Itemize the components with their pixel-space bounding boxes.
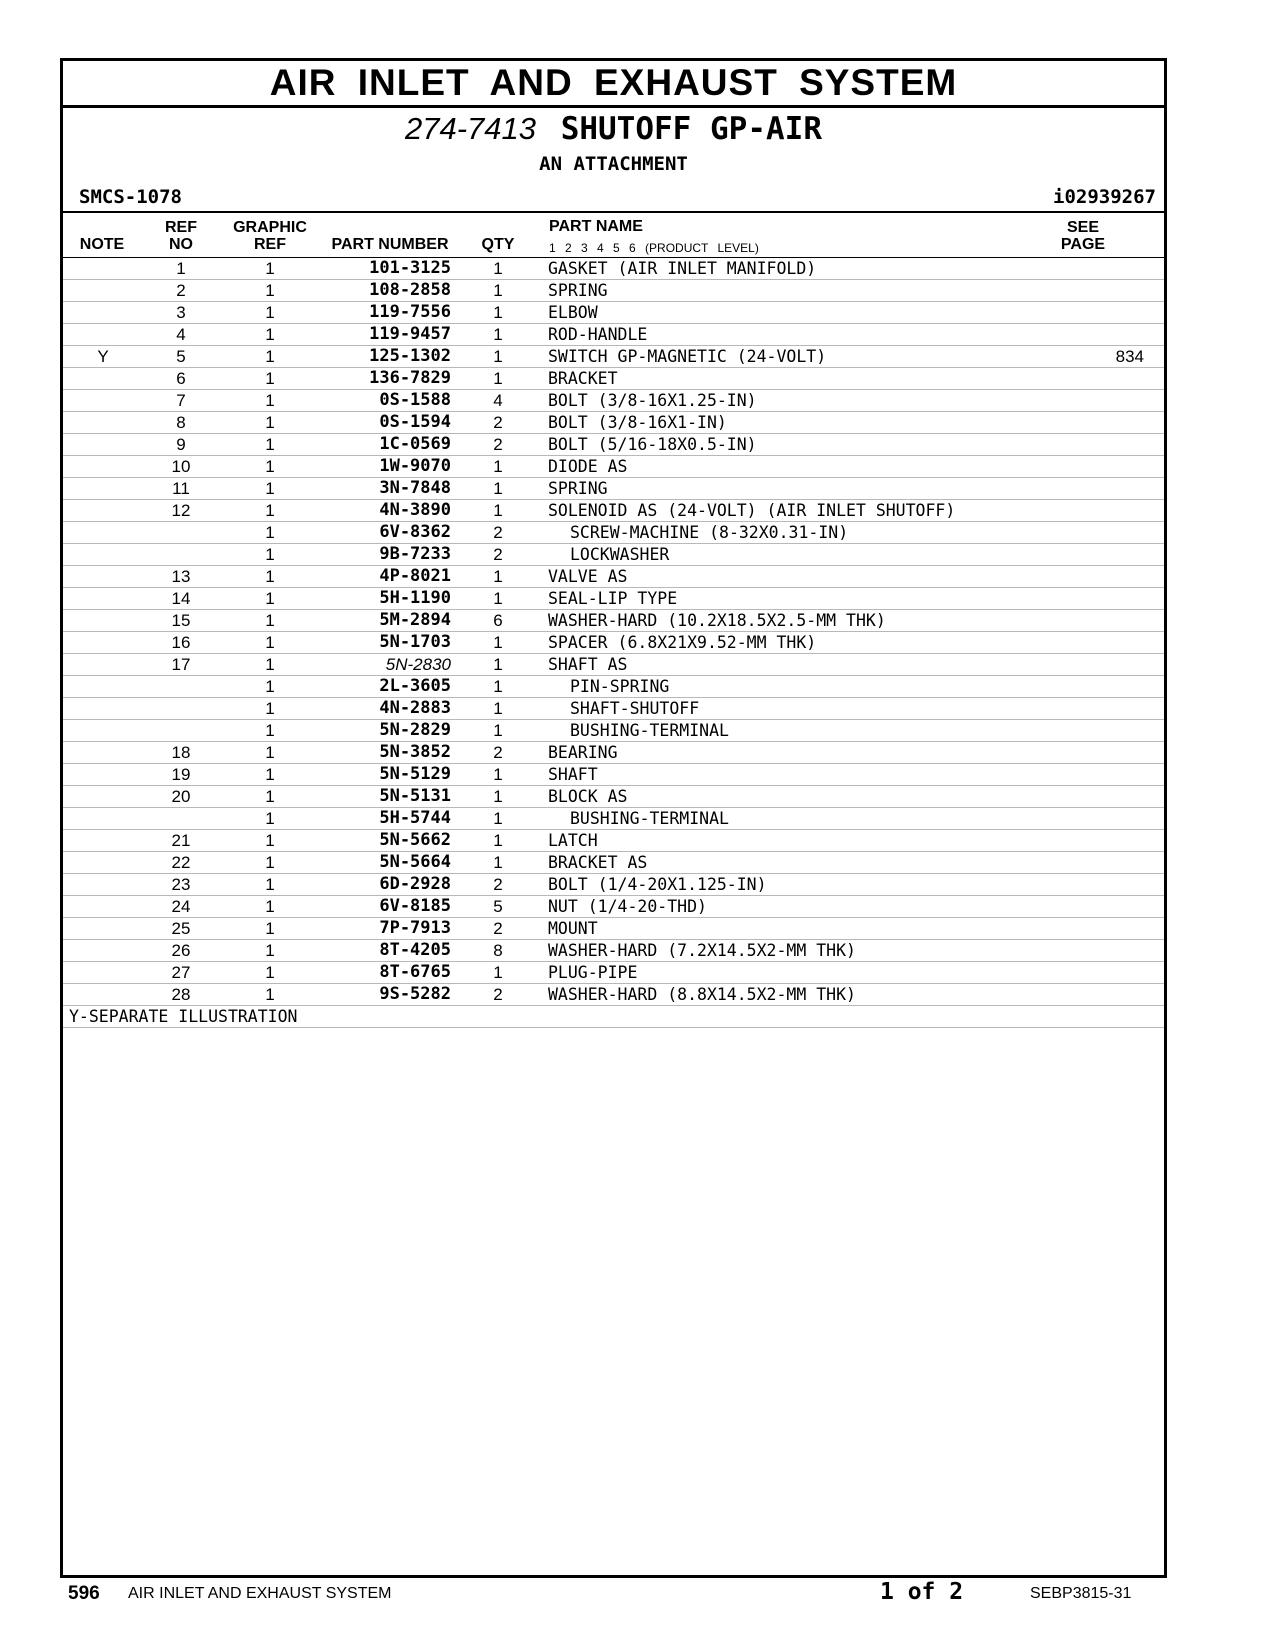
table-row bbox=[63, 588, 1164, 610]
qty-cell: 1 bbox=[493, 347, 503, 366]
qty-cell: 1 bbox=[493, 721, 503, 740]
graphic-ref-cell: 1 bbox=[265, 985, 275, 1004]
graphic-ref-cell: 1 bbox=[265, 589, 275, 608]
part-number-cell[interactable]: 5N-1703 bbox=[379, 632, 451, 652]
part-number-cell[interactable]: 6V-8362 bbox=[379, 522, 451, 542]
qty-cell: 1 bbox=[493, 677, 503, 696]
table-row bbox=[63, 984, 1164, 1006]
ref-no-cell: 25 bbox=[171, 919, 191, 938]
ref-no-cell: 12 bbox=[171, 501, 191, 520]
graphic-ref-cell: 1 bbox=[265, 809, 275, 828]
part-name-cell: LOCKWASHER bbox=[570, 545, 670, 564]
table-row bbox=[63, 896, 1164, 918]
graphic-ref-cell: 1 bbox=[265, 325, 275, 344]
ref-no-cell: 23 bbox=[171, 875, 191, 894]
part-name-cell: WASHER-HARD (10.2X18.5X2.5-MM THK) bbox=[548, 611, 886, 630]
footer-section: AIR INLET AND EXHAUST SYSTEM bbox=[128, 1585, 392, 1602]
graphic-ref-cell: 1 bbox=[265, 897, 275, 916]
section-title: AIR INLET AND EXHAUST SYSTEM bbox=[269, 62, 958, 103]
part-number-cell[interactable]: 4P-8021 bbox=[379, 566, 451, 586]
qty-cell: 1 bbox=[493, 765, 503, 784]
table-row bbox=[63, 368, 1164, 390]
part-number-cell[interactable]: 9B-7233 bbox=[379, 544, 451, 564]
ref-no-cell: 21 bbox=[171, 831, 191, 850]
group-part-number[interactable]: 274-7413 bbox=[405, 111, 537, 146]
part-name-cell: NUT (1/4-20-THD) bbox=[548, 897, 707, 916]
part-number-cell[interactable]: 5N-5131 bbox=[379, 786, 451, 806]
table-row bbox=[63, 698, 1164, 720]
col-header-note: NOTE bbox=[79, 236, 125, 253]
part-number-cell[interactable]: 101-3125 bbox=[369, 258, 451, 278]
ref-no-cell: 19 bbox=[171, 765, 191, 784]
graphic-ref-cell: 1 bbox=[265, 919, 275, 938]
document-number: SEBP3815-31 bbox=[1030, 1585, 1132, 1602]
qty-cell: 1 bbox=[493, 325, 503, 344]
part-name-cell: BOLT (5/16-18X0.5-IN) bbox=[548, 435, 757, 454]
qty-cell: 1 bbox=[493, 655, 503, 674]
qty-cell: 1 bbox=[493, 809, 503, 828]
part-name-cell: BOLT (1/4-20X1.125-IN) bbox=[548, 875, 767, 894]
graphic-ref-cell: 1 bbox=[265, 655, 275, 674]
part-name-cell: SHAFT-SHUTOFF bbox=[570, 699, 700, 718]
graphic-ref-cell: 1 bbox=[265, 347, 275, 366]
part-name-cell: ROD-HANDLE bbox=[548, 325, 648, 344]
part-name-cell: DIODE AS bbox=[548, 457, 628, 476]
table-row bbox=[63, 808, 1164, 830]
ref-no-cell: 15 bbox=[171, 611, 191, 630]
ref-no-cell: 9 bbox=[176, 435, 186, 454]
ref-no-cell: 2 bbox=[176, 281, 186, 300]
qty-cell: 2 bbox=[493, 919, 503, 938]
part-name-cell: PIN-SPRING bbox=[570, 677, 670, 696]
group-title bbox=[63, 111, 1164, 147]
smcs-code: SMCS-1078 bbox=[79, 186, 182, 208]
qty-cell: 2 bbox=[493, 413, 503, 432]
graphic-ref-cell: 1 bbox=[265, 831, 275, 850]
part-number-cell[interactable]: 6D-2928 bbox=[379, 874, 451, 894]
part-number-cell[interactable]: 108-2858 bbox=[369, 280, 451, 300]
ref-no-cell: 22 bbox=[171, 853, 191, 872]
qty-cell: 2 bbox=[493, 545, 503, 564]
part-number-cell[interactable]: 8T-6765 bbox=[379, 962, 451, 982]
ref-no-cell: 14 bbox=[171, 589, 191, 608]
see-page-cell: 834 bbox=[1115, 347, 1144, 366]
part-number-cell[interactable]: 2L-3605 bbox=[379, 676, 451, 696]
ref-no-cell: 20 bbox=[171, 787, 191, 806]
part-name-cell: SWITCH GP-MAGNETIC (24-VOLT) bbox=[548, 347, 827, 366]
part-name-cell: ELBOW bbox=[548, 303, 598, 322]
part-number-cell[interactable]: 1C-0569 bbox=[379, 434, 451, 454]
graphic-ref-cell: 1 bbox=[265, 853, 275, 872]
col-header-graphic-ref: GRAPHIC REF bbox=[233, 219, 307, 253]
qty-cell: 1 bbox=[493, 589, 503, 608]
table-row bbox=[63, 390, 1164, 412]
part-name-cell: SEAL-LIP TYPE bbox=[548, 589, 678, 608]
ref-no-cell: 7 bbox=[176, 391, 186, 410]
graphic-ref-cell: 1 bbox=[265, 567, 275, 586]
part-name-cell: SOLENOID AS (24-VOLT) (AIR INLET SHUTOFF) bbox=[548, 501, 956, 520]
graphic-ref-cell: 1 bbox=[265, 941, 275, 960]
table-row bbox=[63, 654, 1164, 676]
graphic-ref-cell: 1 bbox=[265, 479, 275, 498]
graphic-ref-cell: 1 bbox=[265, 391, 275, 410]
table-row bbox=[63, 676, 1164, 698]
ref-no-cell: 18 bbox=[171, 743, 191, 762]
part-name-cell: BLOCK AS bbox=[548, 787, 628, 806]
qty-cell: 2 bbox=[493, 523, 503, 542]
illustration-id: i02939267 bbox=[1053, 186, 1156, 208]
qty-cell: 1 bbox=[493, 457, 503, 476]
part-number-cell[interactable]: 5H-1190 bbox=[379, 588, 451, 608]
ref-no-cell: 6 bbox=[176, 369, 186, 388]
part-name-cell: WASHER-HARD (7.2X14.5X2-MM THK) bbox=[548, 941, 856, 960]
graphic-ref-cell: 1 bbox=[265, 545, 275, 564]
part-name-cell: BUSHING-TERMINAL bbox=[570, 721, 729, 740]
group-name: SHUTOFF GP-AIR bbox=[560, 111, 822, 147]
qty-cell: 1 bbox=[493, 303, 503, 322]
part-number-cell[interactable]: 119-9457 bbox=[369, 324, 451, 344]
part-number-cell[interactable]: 3N-7848 bbox=[379, 478, 451, 498]
graphic-ref-cell: 1 bbox=[265, 369, 275, 388]
part-name-cell: PLUG-PIPE bbox=[548, 963, 638, 982]
graphic-ref-cell: 1 bbox=[265, 721, 275, 740]
table-row bbox=[63, 720, 1164, 742]
table-row bbox=[63, 940, 1164, 962]
part-number-cell[interactable]: 5N-2830 bbox=[385, 655, 451, 674]
table-row bbox=[63, 478, 1164, 500]
qty-cell: 2 bbox=[493, 875, 503, 894]
qty-cell: 1 bbox=[493, 853, 503, 872]
part-number-cell[interactable]: 5N-5129 bbox=[379, 764, 451, 784]
table-row bbox=[63, 918, 1164, 940]
ref-no-cell: 27 bbox=[171, 963, 191, 982]
ref-no-cell: 4 bbox=[176, 325, 186, 344]
graphic-ref-cell: 1 bbox=[265, 457, 275, 476]
graphic-ref-cell: 1 bbox=[265, 677, 275, 696]
col-header-see-page: SEE PAGE bbox=[1060, 219, 1106, 253]
col-header-qty: QTY bbox=[481, 236, 515, 253]
ref-no-cell: 26 bbox=[171, 941, 191, 960]
table-row bbox=[63, 852, 1164, 874]
part-number-cell[interactable]: 8T-4205 bbox=[379, 940, 451, 960]
qty-cell: 5 bbox=[493, 897, 503, 916]
part-name-cell: MOUNT bbox=[548, 919, 598, 938]
table-row bbox=[63, 544, 1164, 566]
part-number-cell[interactable]: 5N-3852 bbox=[379, 742, 451, 762]
qty-cell: 1 bbox=[493, 281, 503, 300]
col-header-part-number: PART NUMBER bbox=[331, 236, 449, 253]
qty-cell: 1 bbox=[493, 501, 503, 520]
qty-cell: 1 bbox=[493, 259, 503, 278]
part-number-cell[interactable]: 4N-3890 bbox=[379, 500, 451, 520]
table-row bbox=[63, 434, 1164, 456]
col-header-part-name: PART NAME bbox=[549, 218, 643, 235]
qty-cell: 2 bbox=[493, 985, 503, 1004]
note-cell: Y bbox=[97, 347, 109, 366]
part-name-cell: LATCH bbox=[548, 831, 598, 850]
table-row bbox=[63, 456, 1164, 478]
ref-no-cell: 13 bbox=[171, 567, 191, 586]
part-name-cell: BOLT (3/8-16X1.25-IN) bbox=[548, 391, 757, 410]
table-row bbox=[63, 324, 1164, 346]
part-number-cell[interactable]: 5N-5662 bbox=[379, 830, 451, 850]
part-name-cell: SHAFT AS bbox=[548, 655, 628, 674]
graphic-ref-cell: 1 bbox=[265, 303, 275, 322]
graphic-ref-cell: 1 bbox=[265, 435, 275, 454]
ref-no-cell: 17 bbox=[171, 655, 191, 674]
part-name-cell: SPRING bbox=[548, 479, 608, 498]
graphic-ref-cell: 1 bbox=[265, 743, 275, 762]
part-name-cell: SPACER (6.8X21X9.52-MM THK) bbox=[548, 633, 817, 652]
part-number-cell[interactable]: 5N-2829 bbox=[379, 720, 451, 740]
part-name-cell: WASHER-HARD (8.8X14.5X2-MM THK) bbox=[548, 985, 856, 1004]
table-row bbox=[63, 412, 1164, 434]
parts-page-frame bbox=[60, 58, 1167, 1578]
part-name-cell: SCREW-MACHINE (8-32X0.31-IN) bbox=[570, 523, 849, 542]
ref-no-cell: 1 bbox=[176, 259, 186, 278]
qty-cell: 2 bbox=[493, 435, 503, 454]
qty-cell: 1 bbox=[493, 787, 503, 806]
page-of: 1 of 2 bbox=[880, 1579, 964, 1605]
graphic-ref-cell: 1 bbox=[265, 875, 275, 894]
graphic-ref-cell: 1 bbox=[265, 787, 275, 806]
col-header-ref-no: REF NO bbox=[165, 219, 197, 253]
table-row bbox=[63, 610, 1164, 632]
qty-cell: 1 bbox=[493, 567, 503, 586]
qty-cell: 1 bbox=[493, 831, 503, 850]
table-row bbox=[63, 786, 1164, 808]
part-name-cell: VALVE AS bbox=[548, 567, 628, 586]
qty-cell: 6 bbox=[493, 611, 503, 630]
graphic-ref-cell: 1 bbox=[265, 699, 275, 718]
part-name-cell: BEARING bbox=[548, 743, 618, 762]
qty-cell: 1 bbox=[493, 479, 503, 498]
qty-cell: 2 bbox=[493, 743, 503, 762]
graphic-ref-cell: 1 bbox=[265, 633, 275, 652]
table-row bbox=[63, 830, 1164, 852]
graphic-ref-cell: 1 bbox=[265, 611, 275, 630]
graphic-ref-cell: 1 bbox=[265, 765, 275, 784]
table-row bbox=[63, 874, 1164, 896]
section-title-bar bbox=[63, 61, 1164, 108]
ref-no-cell: 11 bbox=[172, 479, 190, 498]
part-name-cell: BRACKET bbox=[548, 369, 618, 388]
part-number-cell[interactable]: 5N-5664 bbox=[379, 852, 451, 872]
part-number-cell[interactable]: 5H-5744 bbox=[379, 808, 451, 828]
part-number-cell[interactable]: 5M-2894 bbox=[379, 610, 451, 630]
graphic-ref-cell: 1 bbox=[265, 281, 275, 300]
part-number-cell[interactable]: 125-1302 bbox=[369, 346, 451, 366]
ref-no-cell: 28 bbox=[171, 985, 191, 1004]
part-name-cell: BRACKET AS bbox=[548, 853, 648, 872]
note-legend: Y-SEPARATE ILLUSTRATION bbox=[63, 1006, 1164, 1028]
ref-no-cell: 3 bbox=[176, 303, 186, 322]
table-row bbox=[63, 302, 1164, 324]
part-number-cell[interactable]: 136-7829 bbox=[369, 368, 451, 388]
ref-no-cell: 5 bbox=[176, 347, 186, 366]
table-row bbox=[63, 522, 1164, 544]
graphic-ref-cell: 1 bbox=[265, 259, 275, 278]
table-row bbox=[63, 566, 1164, 588]
qty-cell: 1 bbox=[493, 699, 503, 718]
table-row bbox=[63, 280, 1164, 302]
group-subtitle: AN ATTACHMENT bbox=[539, 153, 688, 175]
table-row bbox=[63, 962, 1164, 984]
table-row bbox=[63, 764, 1164, 786]
ref-no-cell: 10 bbox=[171, 457, 191, 476]
table-row bbox=[63, 632, 1164, 654]
part-name-cell: GASKET (AIR INLET MANIFOLD) bbox=[548, 259, 817, 278]
product-level-legend: 1 2 3 4 5 6 (PRODUCT LEVEL) bbox=[549, 241, 759, 255]
part-number-cell[interactable]: 0S-1588 bbox=[379, 390, 451, 410]
table-row bbox=[63, 258, 1164, 280]
part-number-cell[interactable]: 7P-7913 bbox=[379, 918, 451, 938]
part-name-cell: BUSHING-TERMINAL bbox=[570, 809, 729, 828]
part-number-cell[interactable]: 0S-1594 bbox=[379, 412, 451, 432]
table-row bbox=[63, 500, 1164, 522]
qty-cell: 1 bbox=[493, 369, 503, 388]
table-row bbox=[63, 346, 1164, 368]
parts-table bbox=[63, 258, 1164, 1028]
table-row bbox=[63, 742, 1164, 764]
header-divider bbox=[63, 211, 1164, 213]
qty-cell: 8 bbox=[493, 941, 503, 960]
part-number-cell[interactable]: 1W-9070 bbox=[379, 456, 451, 476]
qty-cell: 4 bbox=[493, 391, 503, 410]
qty-cell: 1 bbox=[493, 963, 503, 982]
part-name-cell: SPRING bbox=[548, 281, 608, 300]
part-number-cell[interactable]: 9S-5282 bbox=[379, 984, 451, 1004]
page-footer bbox=[0, 1579, 1275, 1613]
ref-no-cell: 16 bbox=[171, 633, 191, 652]
part-number-cell[interactable]: 6V-8185 bbox=[379, 896, 451, 916]
graphic-ref-cell: 1 bbox=[265, 963, 275, 982]
part-name-cell: SHAFT bbox=[548, 765, 598, 784]
qty-cell: 1 bbox=[493, 633, 503, 652]
graphic-ref-cell: 1 bbox=[265, 413, 275, 432]
part-number-cell[interactable]: 4N-2883 bbox=[379, 698, 451, 718]
part-name-cell: BOLT (3/8-16X1-IN) bbox=[548, 413, 727, 432]
page-number: 596 bbox=[68, 1583, 100, 1604]
ref-no-cell: 24 bbox=[171, 897, 191, 916]
graphic-ref-cell: 1 bbox=[265, 501, 275, 520]
part-number-cell[interactable]: 119-7556 bbox=[369, 302, 451, 322]
graphic-ref-cell: 1 bbox=[265, 523, 275, 542]
ref-no-cell: 8 bbox=[176, 413, 186, 432]
